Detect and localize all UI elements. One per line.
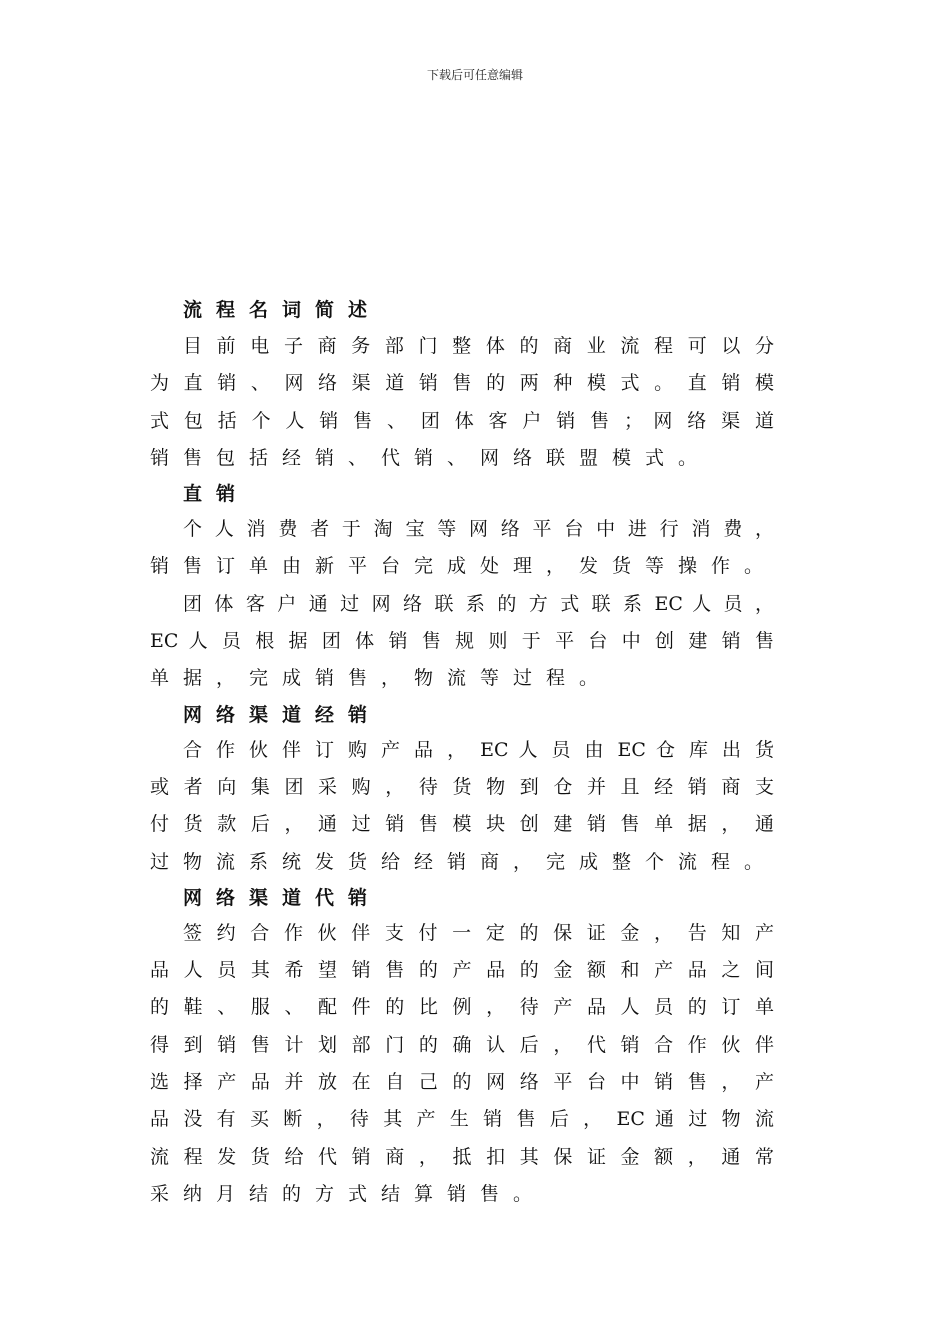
paragraph-line: 目 前 电 子 商 务 部 门 整 体 的 商 业 流 程 可 以 分 [183, 335, 774, 357]
section-heading-channel-consignment: 网络渠道代销 [183, 886, 382, 909]
section-heading-direct-sales: 直销 [183, 483, 250, 506]
paragraph-line: 过物流系统发货给经销商，完成整个流程。 [150, 850, 778, 873]
paragraph [150, 732, 778, 881]
paragraph-line: 付 货 款 后 ， 通 过 销 售 模 块 创 建 销 售 单 据 ， 通 [150, 813, 774, 836]
section-heading-channel-distribution: 网络渠道经销 [183, 703, 382, 726]
paragraph [150, 586, 774, 698]
paragraph-line: 品 人 员 其 希 望 销 售 的 产 品 的 金 额 和 产 品 之 间 [150, 959, 774, 982]
document-body [150, 292, 778, 1213]
paragraph-line: 流 程 发 货 给 代 销 商 ， 抵 扣 其 保 证 金 额 ， 通 常 [150, 1145, 774, 1168]
paragraph-line: 选 择 产 品 并 放 在 自 己 的 网 络 平 台 中 销 售 ， 产 [150, 1071, 774, 1094]
paragraph-line: 销售包括经销、代销、网络联盟模式。 [150, 446, 712, 469]
paragraph-line: 品 没 有 买 断 ， 待 其 产 生 销 售 后 ， EC 通 过 物 流 [150, 1108, 774, 1131]
paragraph-line: 签 约 合 作 伙 伴 支 付 一 定 的 保 证 金 ， 告 知 产 [183, 921, 774, 944]
paragraph-line: EC 人 员 根 据 团 体 销 售 规 则 于 平 台 中 创 建 销 售 [150, 630, 774, 653]
paragraph-line: 为 直 销 、 网 络 渠 道 销 售 的 两 种 模 式 。 直 销 模 [150, 372, 774, 395]
paragraph [150, 915, 774, 1213]
paragraph-line: 得 到 销 售 计 划 部 门 的 确 认 后 ， 代 销 合 作 伙 伴 [150, 1033, 774, 1056]
paragraph-line: 合 作 伙 伴 订 购 产 品 ， EC 人 员 由 EC 仓 库 出 货 [183, 738, 774, 761]
paragraph-line: 的 鞋 、 服 、 配 件 的 比 例 ， 待 产 品 人 员 的 订 单 [150, 996, 774, 1019]
paragraph-line: 式 包 括 个 人 销 售 、 团 体 客 户 销 售 ； 网 络 渠 道 [150, 409, 774, 432]
paragraph [150, 511, 778, 586]
paragraph-line: 个 人 消 费 者 于 淘 宝 等 网 络 平 台 中 进 行 消 费 ， [183, 518, 774, 541]
paragraph-line: 销售订单由新平台完成处理，发货等操作。 [150, 555, 778, 578]
paragraph-line: 单据，完成销售，物流等过程。 [150, 667, 613, 690]
paragraph-line: 团 体 客 户 通 过 网 络 联 系 的 方 式 联 系 EC 人 员 ， [183, 592, 774, 615]
paragraph-line: 或 者 向 集 团 采 购 ， 待 货 物 到 仓 并 且 经 销 商 支 [150, 775, 774, 798]
section-heading-overview: 流程名词简述 [183, 299, 382, 321]
paragraph [150, 328, 774, 477]
paragraph-line: 采纳月结的方式结算销售。 [150, 1182, 547, 1205]
page-header-note: 下载后可任意编辑 [426, 68, 523, 82]
